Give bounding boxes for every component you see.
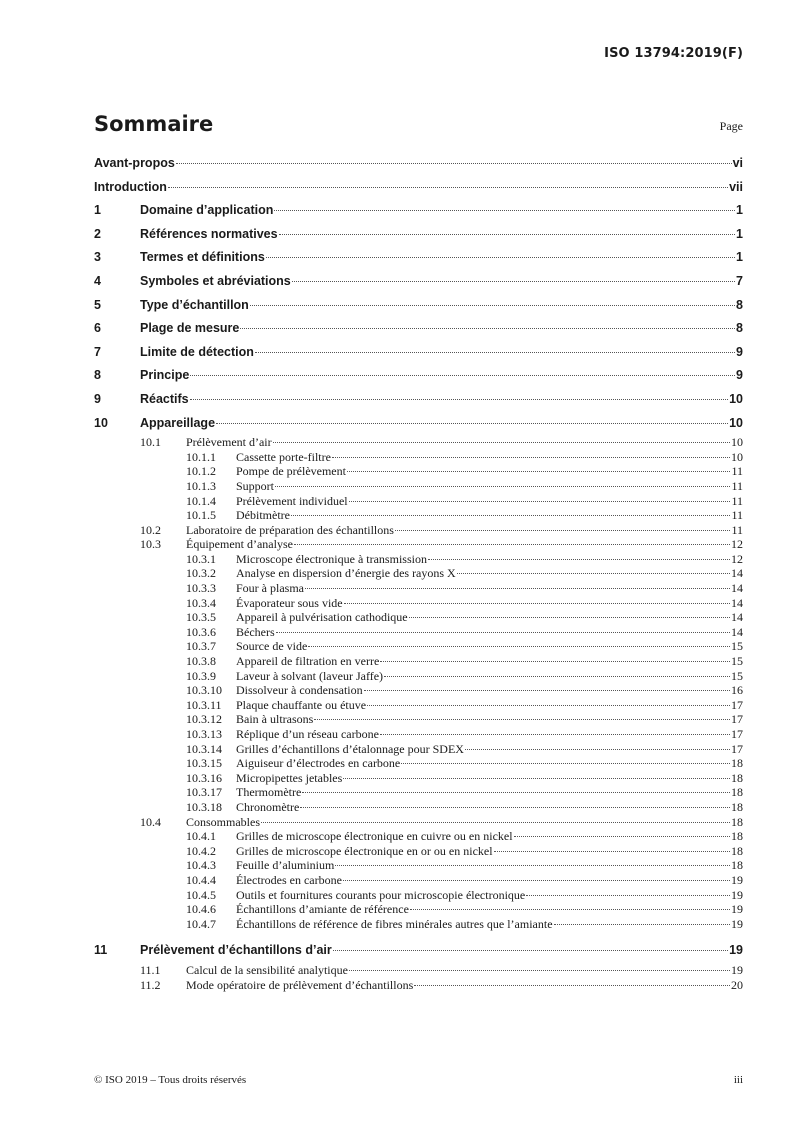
toc-entry-title: Chronomètre [236, 799, 300, 814]
toc-entry-page: 16 [731, 683, 743, 698]
toc-dot-leader [349, 970, 730, 971]
toc-entry-page: 15 [731, 668, 743, 683]
toc-entry-page: 14 [731, 610, 743, 625]
toc-entry-number: 10.1.3 [186, 478, 216, 493]
toc-entry[interactable] [94, 581, 743, 596]
toc-entry-number: 10.1.5 [186, 508, 216, 523]
toc-entry[interactable] [94, 683, 743, 698]
toc-entry-title: Symboles et abréviations [140, 273, 291, 288]
table-of-contents [94, 152, 743, 992]
toc-entry[interactable] [94, 610, 743, 625]
toc-entry-title: Introduction [94, 179, 167, 194]
toc-dot-leader [292, 281, 735, 282]
toc-entry-page: 10 [731, 449, 743, 464]
toc-entry-page: 1 [736, 203, 743, 218]
toc-entry-number: 10.4 [140, 814, 161, 829]
toc-title: Sommaire [94, 112, 214, 136]
toc-entry[interactable] [94, 152, 743, 176]
toc-dot-leader [250, 305, 735, 306]
toc-entry-number: 10.3.18 [186, 799, 222, 814]
toc-entry-number: 6 [94, 321, 101, 336]
toc-entry-page: 11 [731, 508, 743, 523]
toc-entry-page: 19 [731, 872, 743, 887]
toc-entry[interactable] [94, 639, 743, 654]
toc-dot-leader [275, 486, 730, 487]
toc-entry-number: 10.3.11 [186, 697, 222, 712]
toc-entry-title: Grilles de microscope électronique en or ou en nickel [236, 843, 493, 858]
toc-entry-title: Thermomètre [236, 785, 302, 800]
toc-entry-number: 10.4.3 [186, 858, 216, 873]
toc-entry-number: 5 [94, 297, 101, 312]
toc-dot-leader [364, 690, 730, 691]
toc-entry[interactable] [94, 223, 743, 247]
toc-entry-number: 10.4.7 [186, 916, 216, 931]
toc-entry-number: 10.3.15 [186, 756, 222, 771]
toc-entry-title: Microscope électronique à transmission [236, 551, 427, 566]
toc-entry-title: Échantillons de référence de fibres minérales autres que l’amiante [236, 916, 553, 931]
toc-entry-page: 10 [731, 435, 743, 450]
toc-entry[interactable] [94, 800, 743, 815]
toc-entry-page: 18 [731, 843, 743, 858]
toc-entry-number: 10.4.1 [186, 829, 216, 844]
toc-entry-page: 14 [731, 566, 743, 581]
toc-entry-title: Prélèvement d’air [186, 435, 272, 450]
toc-dot-leader [410, 909, 730, 910]
toc-entry[interactable] [94, 317, 743, 341]
toc-dot-leader [457, 573, 730, 574]
toc-entry[interactable] [94, 270, 743, 294]
toc-entry-page: 20 [731, 977, 743, 992]
toc-entry-page: 17 [731, 697, 743, 712]
toc-entry-number: 10.3.6 [186, 624, 216, 639]
toc-entry-number: 10.3.9 [186, 668, 216, 683]
toc-dot-leader [414, 985, 730, 986]
toc-entry-number: 10.1.1 [186, 449, 216, 464]
toc-dot-leader [190, 399, 728, 400]
toc-dot-leader [261, 822, 730, 823]
toc-entry-page: 14 [731, 624, 743, 639]
toc-entry[interactable] [94, 246, 743, 270]
toc-entry-page: 11 [731, 493, 743, 508]
toc-entry[interactable] [94, 917, 743, 932]
toc-dot-leader [276, 632, 730, 633]
toc-dot-leader [305, 588, 730, 589]
toc-entry-number: 10.3.12 [186, 712, 222, 727]
toc-entry-page: 18 [731, 785, 743, 800]
toc-entry[interactable] [94, 756, 743, 771]
toc-dot-leader [494, 851, 730, 852]
toc-entry-page: 8 [736, 321, 743, 336]
toc-entry-title: Source de vide [236, 639, 308, 654]
toc-entry-title: Cassette porte-filtre [236, 449, 331, 464]
toc-entry-page: 8 [736, 297, 743, 312]
toc-entry-page: 18 [731, 829, 743, 844]
toc-entry-number: 10.3.2 [186, 566, 216, 581]
toc-dot-leader [343, 778, 730, 779]
toc-dot-leader [266, 257, 735, 258]
toc-entry[interactable] [94, 625, 743, 640]
toc-entry[interactable] [94, 523, 743, 538]
toc-entry-number: 1 [94, 203, 101, 218]
toc-dot-leader [343, 880, 730, 881]
toc-entry-number: 11 [94, 943, 108, 958]
toc-entry[interactable] [94, 844, 743, 859]
toc-dot-leader [273, 442, 730, 443]
toc-entry-page: 19 [731, 902, 743, 917]
toc-entry-page: 17 [731, 712, 743, 727]
toc-entry-page: 11 [731, 478, 743, 493]
toc-dot-leader [255, 352, 735, 353]
toc-entry-number: 10.3.13 [186, 727, 222, 741]
toc-entry[interactable] [94, 364, 743, 388]
toc-entry-number: 10.3.14 [186, 741, 222, 756]
toc-entry[interactable] [94, 176, 743, 200]
toc-dot-leader [401, 763, 730, 764]
toc-entry[interactable] [94, 450, 743, 465]
toc-entry-number: 10.3.5 [186, 610, 216, 625]
toc-entry-title: Domaine d’application [140, 203, 274, 218]
toc-entry-title: Réplique d’un réseau carbone [236, 727, 379, 741]
toc-entry[interactable] [94, 939, 743, 963]
toc-dot-leader [526, 895, 730, 896]
toc-dot-leader [335, 865, 730, 866]
toc-entry-number: 11.1 [140, 962, 161, 977]
toc-entry[interactable] [94, 412, 743, 436]
toc-entry-title: Consommables [186, 814, 260, 829]
toc-entry-title: Réactifs [140, 391, 189, 406]
toc-entry[interactable] [94, 963, 743, 978]
toc-entry-page: vii [729, 179, 743, 194]
toc-entry-title: Appareillage [140, 415, 216, 430]
toc-entry-number: 10.3.17 [186, 785, 222, 800]
toc-entry-title: Feuille d’aluminium [236, 858, 335, 873]
toc-entry[interactable] [94, 902, 743, 917]
toc-entry[interactable] [94, 341, 743, 365]
toc-entry-number: 2 [94, 226, 101, 241]
toc-entry-title: Type d’échantillon [140, 297, 249, 312]
toc-entry-number: 10.4.4 [186, 872, 216, 887]
toc-entry-title: Prélèvement individuel [236, 493, 348, 508]
toc-entry[interactable] [94, 742, 743, 757]
toc-entry[interactable] [94, 388, 743, 412]
footer-page-number: iii [733, 1074, 743, 1086]
toc-dot-leader [274, 210, 735, 211]
toc-entry-page: 18 [731, 814, 743, 829]
toc-dot-leader [190, 375, 735, 376]
toc-entry-page: 17 [731, 741, 743, 756]
toc-entry-page: 11 [731, 464, 743, 479]
toc-entry-page: 12 [731, 537, 743, 552]
toc-entry-number: 10.3.8 [186, 654, 216, 669]
toc-entry-title: Échantillons d’amiante de référence [236, 902, 409, 917]
toc-entry[interactable] [94, 494, 743, 509]
toc-entry-title: Avant-propos [94, 156, 175, 170]
toc-dot-leader [380, 661, 730, 662]
toc-entry-page: 11 [731, 522, 743, 537]
toc-entry-page: 19 [729, 943, 743, 958]
toc-entry-page: 19 [731, 887, 743, 902]
toc-entry-title: Évaporateur sous vide [236, 595, 343, 610]
toc-entry[interactable] [94, 508, 743, 523]
toc-entry-title: Support [236, 478, 275, 493]
toc-entry[interactable] [94, 566, 743, 581]
toc-entry[interactable] [94, 888, 743, 903]
toc-entry-page: 9 [736, 368, 743, 383]
toc-dot-leader [514, 836, 730, 837]
toc-entry-title: Laboratoire de préparation des échantillons [186, 522, 394, 537]
toc-dot-leader [380, 734, 730, 735]
toc-entry[interactable] [94, 479, 743, 494]
toc-dot-leader [168, 187, 728, 188]
toc-entry[interactable] [94, 537, 743, 552]
toc-dot-leader [279, 234, 735, 235]
toc-entry-number: 3 [94, 250, 101, 265]
toc-entry-title: Calcul de la sensibilité analytique [186, 962, 348, 977]
toc-entry[interactable] [94, 829, 743, 844]
toc-entry-page: 7 [736, 273, 743, 288]
toc-entry-title: Équipement d’analyse [186, 537, 293, 552]
toc-entry-page: 10 [729, 415, 743, 430]
toc-entry[interactable] [94, 552, 743, 567]
toc-dot-leader [216, 423, 728, 424]
toc-entry-number: 10.4.5 [186, 887, 216, 902]
toc-entry-number: 10.4.2 [186, 843, 216, 858]
toc-entry-number: 10.3.7 [186, 639, 216, 654]
toc-dot-leader [302, 792, 730, 793]
toc-entry-title: Appareil de filtration en verre [236, 654, 380, 669]
toc-entry[interactable] [94, 712, 743, 727]
toc-dot-leader [344, 603, 730, 604]
toc-entry-title: Appareil à pulvérisation cathodique [236, 610, 408, 625]
toc-entry-page: 1 [736, 226, 743, 241]
toc-entry-number: 9 [94, 391, 101, 406]
toc-entry-title: Limite de détection [140, 344, 254, 359]
document-header-id: ISO 13794:2019(F) [604, 46, 743, 61]
toc-entry-page: 1 [736, 250, 743, 265]
toc-entry-title: Grilles de microscope électronique en cuivre ou en nickel [236, 829, 513, 844]
toc-entry-page: 18 [731, 858, 743, 873]
toc-entry-title: Références normatives [140, 226, 278, 241]
toc-dot-leader [409, 617, 730, 618]
toc-dot-leader [176, 163, 732, 164]
toc-entry-title: Béchers [236, 624, 275, 639]
toc-entry-page: vi [732, 156, 743, 170]
footer-copyright: © ISO 2019 – Tous droits réservés [94, 1074, 247, 1086]
toc-entry[interactable] [94, 654, 743, 669]
toc-entry-number: 11.2 [140, 977, 161, 992]
toc-entry-title: Pompe de prélèvement [236, 464, 346, 479]
toc-entry-number: 4 [94, 273, 101, 288]
toc-dot-leader [240, 328, 735, 329]
toc-dot-leader [465, 749, 730, 750]
toc-entry[interactable] [94, 858, 743, 873]
toc-entry-title: Four à plasma [236, 581, 304, 596]
toc-entry-title: Prélèvement d’échantillons d’air [140, 943, 332, 958]
toc-dot-leader [554, 924, 730, 925]
toc-page-column-label: Page [719, 119, 743, 133]
toc-entry[interactable] [94, 698, 743, 713]
toc-entry-title: Aiguiseur d’électrodes en carbone [236, 756, 401, 771]
toc-entry-title: Micropipettes jetables [236, 770, 343, 785]
toc-entry-page: 18 [731, 799, 743, 814]
toc-entry-number: 10.3.4 [186, 595, 216, 610]
toc-entry[interactable] [94, 873, 743, 888]
toc-entry-number: 10.2 [140, 522, 161, 537]
toc-entry-title: Dissolveur à condensation [236, 683, 363, 698]
toc-entry-number: 10.3 [140, 537, 161, 552]
toc-entry-number: 10.3.10 [186, 683, 222, 698]
toc-dot-leader [367, 705, 730, 706]
toc-entry-number: 10.3.1 [186, 551, 216, 566]
toc-entry-title: Principe [140, 368, 190, 383]
toc-dot-leader [291, 515, 730, 516]
toc-entry-number: 10.3.16 [186, 770, 222, 785]
toc-entry-number: 10.1.4 [186, 493, 216, 508]
toc-entry-page: 19 [731, 962, 743, 977]
toc-entry[interactable] [94, 199, 743, 223]
toc-dot-leader [332, 457, 730, 458]
toc-dot-leader [300, 807, 730, 808]
toc-entry-page: 12 [731, 551, 743, 566]
toc-entry-number: 10.1 [140, 435, 161, 450]
toc-dot-leader [308, 646, 730, 647]
toc-entry-title: Termes et définitions [140, 250, 265, 265]
toc-entry-page: 15 [731, 639, 743, 654]
toc-dot-leader [428, 559, 730, 560]
toc-entry[interactable] [94, 294, 743, 318]
toc-entry-title: Bain à ultrasons [236, 712, 314, 727]
toc-dot-leader [349, 501, 731, 502]
toc-entry-title: Plaque chauffante ou étuve [236, 697, 367, 712]
toc-entry-number: 10 [94, 415, 108, 430]
toc-entry[interactable] [94, 815, 743, 830]
toc-dot-leader [294, 544, 730, 545]
toc-entry-number: 10.1.2 [186, 464, 216, 479]
toc-entry-page: 18 [731, 770, 743, 785]
toc-entry-title: Plage de mesure [140, 321, 240, 336]
toc-entry-number: 10.4.6 [186, 902, 216, 917]
toc-entry-page: 14 [731, 581, 743, 596]
toc-entry-page: 19 [731, 916, 743, 931]
toc-entry-page: 18 [731, 756, 743, 771]
toc-dot-leader [395, 530, 731, 531]
toc-dot-leader [384, 676, 730, 677]
toc-entry[interactable] [94, 727, 743, 742]
toc-entry-number: 8 [94, 368, 101, 383]
toc-entry-page: 10 [729, 391, 743, 406]
toc-entry-title: Électrodes en carbone [236, 872, 342, 887]
toc-dot-leader [314, 719, 730, 720]
toc-entry[interactable] [94, 785, 743, 800]
toc-entry-number: 7 [94, 344, 101, 359]
toc-entry-page: 9 [736, 344, 743, 359]
toc-entry-title: Laveur à solvant (laveur Jaffe) [236, 668, 384, 683]
toc-dot-leader [333, 950, 728, 951]
toc-entry[interactable] [94, 978, 743, 993]
toc-entry[interactable] [94, 669, 743, 684]
toc-entry[interactable] [94, 464, 743, 479]
toc-entry-title: Mode opératoire de prélèvement d’échantillons [186, 977, 414, 992]
toc-entry-number: 10.3.3 [186, 581, 216, 596]
toc-entry-title: Analyse en dispersion d’énergie des rayons X [236, 566, 456, 581]
toc-entry-title: Outils et fournitures courants pour microscopie électronique [236, 887, 526, 902]
toc-dot-leader [347, 471, 730, 472]
toc-entry[interactable] [94, 435, 743, 450]
toc-entry[interactable] [94, 771, 743, 786]
toc-entry-page: 14 [731, 595, 743, 610]
toc-entry-page: 17 [731, 727, 743, 741]
toc-entry-page: 15 [731, 654, 743, 669]
toc-entry-title: Grilles d’échantillons d’étalonnage pour SDEX [236, 741, 464, 756]
toc-entry[interactable] [94, 596, 743, 611]
toc-entry-title: Débitmètre [236, 508, 290, 523]
